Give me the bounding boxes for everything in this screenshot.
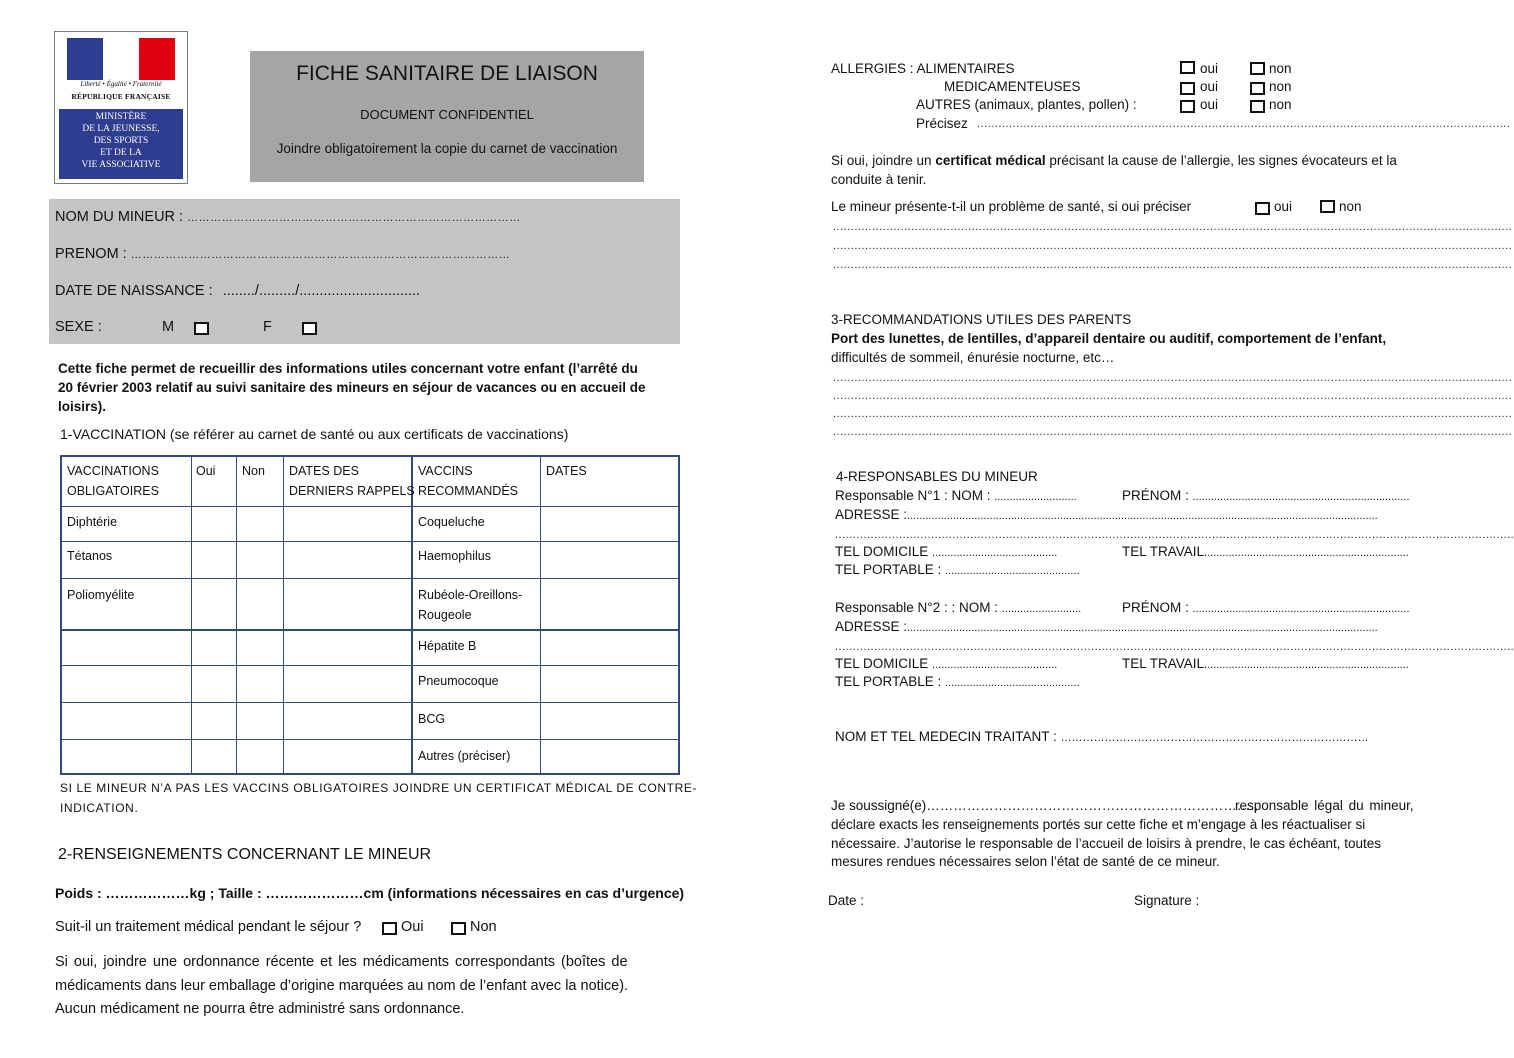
recommandations-dots: ............................................................................................................................................................................................... <box>833 408 1513 420</box>
ordonnance-line-3: Aucun médicament ne pourra être administré sans ordonnance. <box>55 1001 465 1017</box>
section-2-title: 2-RENSEIGNEMENTS CONCERNANT LE MINEUR <box>58 846 432 863</box>
non-label: non <box>1269 79 1292 94</box>
header-oui: Oui <box>196 464 216 478</box>
declaration-line-1b: responsable légal du mineur, <box>1235 798 1414 813</box>
header-non: Non <box>242 464 265 478</box>
declaration-line-3: nécessaire. J’autorise le responsable de l’accueil de loisirs à prendre, le cas échéant, toutes <box>831 836 1382 851</box>
probleme-dots: ............................................................................................................................................................................................... <box>833 259 1513 271</box>
republique-francaise-logo <box>54 31 188 184</box>
probleme-oui-checkbox[interactable] <box>1255 202 1270 215</box>
resp2-adresse-label: ADRESSE :.......................................................................................................................................................... <box>835 619 1378 634</box>
logo-republic: RÉPUBLIQUE FRANÇAISE <box>71 92 171 101</box>
vaccine-warning-1: SI LE MINEUR N’A PAS LES VACCINS OBLIGATOIRES JOINDRE UN CERTIFICAT MÉDICAL DE CONTRE- <box>60 781 698 795</box>
section-4-title: 4-RESPONSABLES DU MINEUR <box>836 469 1038 484</box>
oui-label: oui <box>1200 79 1219 94</box>
non-label: non <box>1269 97 1292 112</box>
birth-date-label: DATE DE NAISSANCE : ......../........./.............................. <box>55 283 421 299</box>
resp2-tel-portable-label: TEL PORTABLE : ............................................ <box>835 674 1080 689</box>
certificat-line-2: conduite à tenir. <box>831 172 927 187</box>
sexe-label: SEXE : <box>55 319 102 335</box>
sexe-f-checkbox[interactable] <box>302 322 317 335</box>
resp2-nom-label: Responsable N°2 : : NOM : .......................... <box>835 600 1082 615</box>
non-label: non <box>1339 199 1362 214</box>
precisez-dots: ...................................................................................................................................................... <box>977 118 1511 130</box>
allergy-med-oui-checkbox[interactable] <box>1180 82 1195 95</box>
allergies-autres-label: AUTRES (animaux, plantes, pollen) : <box>916 97 1137 112</box>
allergy-autres-oui-checkbox[interactable] <box>1180 100 1195 113</box>
resp1-adresse-label: ADRESSE :.......................................................................................................................................................... <box>835 507 1378 522</box>
vaccination-note: Joindre obligatoirement la copie du carnet de vaccination <box>276 141 618 156</box>
intro-line-1: Cette fiche permet de recueillir des informations utiles concernant votre enfant (l’arrêté du <box>58 361 638 376</box>
section-3-title: 3-RECOMMANDATIONS UTILES DES PARENTS <box>831 312 1132 327</box>
allergy-alim-oui-checkbox[interactable] <box>1180 61 1195 74</box>
vaccine-recommended: Hépatite B <box>418 639 477 653</box>
probleme-dots: ............................................................................................................................................................................................... <box>833 221 1513 233</box>
allergies-label: ALLERGIES : ALIMENTAIRES <box>831 61 1015 76</box>
recommandations-dots: ............................................................................................................................................................................................... <box>833 426 1513 438</box>
logo-motto: Liberté • Égalité • Fraternité <box>80 80 162 88</box>
precisez-label: Précisez <box>916 116 968 131</box>
date-label: Date : <box>828 893 865 908</box>
prenom-label: PRENOM : ……………………………………………………………………………………… <box>55 246 511 262</box>
section-3-line-2: difficultés de sommeil, énurésie nocturne, etc… <box>831 350 1115 365</box>
allergy-med-non-checkbox[interactable] <box>1250 82 1265 95</box>
logo-ministry: MINISTÈRE DE LA JEUNESSE, DES SPORTS ET DE LA VIE ASSOCIATIVE <box>59 109 183 179</box>
resp1-tel-travail-label: TEL TRAVAIL................................................................... <box>1122 544 1409 559</box>
resp1-prenom-label: PRÉNOM : ....................................................................... <box>1122 488 1410 503</box>
traitement-non-checkbox[interactable] <box>451 922 466 935</box>
declaration-line-4: mesures rendues nécessaires selon l’état de santé de ce mineur. <box>831 854 1220 869</box>
allergy-autres-non-checkbox[interactable] <box>1250 100 1265 113</box>
flag-marianne-icon <box>67 38 175 80</box>
title-box <box>250 51 644 182</box>
header-recommended: VACCINS RECOMMANDÉS <box>418 464 519 498</box>
vaccine-mandatory: Poliomyélite <box>67 588 135 602</box>
certificat-line-1: Si oui, joindre un certificat médical précisant la cause de l’allergie, les signes évocateurs et la <box>831 153 1397 168</box>
section-3-line-1: Port des lunettes, de lentilles, d’appareil dentaire ou auditif, comportement de l’enfant, <box>831 331 1387 346</box>
vaccine-mandatory: Tétanos <box>67 549 113 563</box>
intro-line-2: 20 février 2003 relatif au suivi sanitaire des mineurs en séjour de vacances ou en accueil de <box>58 380 646 395</box>
oui-label: oui <box>1274 199 1293 214</box>
allergies-med-label: MEDICAMENTEUSES <box>944 79 1081 94</box>
probleme-sante-question: Le mineur présente-t-il un problème de santé, si oui préciser <box>831 199 1192 214</box>
declaration-line-2: déclare exacts les renseignements portés sur cette fiche et m’engage à les réactualiser si <box>831 817 1366 832</box>
identity-box <box>49 199 680 344</box>
oui-label: oui <box>1200 61 1219 76</box>
resp1-adresse-dots: ............................................................................................................................................................................................... <box>835 529 1514 541</box>
intro-line-3: loisirs). <box>58 399 107 414</box>
ordonnance-line-2: médicaments dans leur emballage d’origine marquées au nom de l’enfant avec la notice). <box>55 978 629 994</box>
ordonnance-line-1: Si oui, joindre une ordonnance récente et les médicaments correspondants (boîtes de <box>55 954 628 970</box>
medecin-traitant-label: NOM ET TEL MEDECIN TRAITANT : ………………………………………………………………………… <box>835 729 1369 744</box>
sexe-m-checkbox[interactable] <box>194 322 209 335</box>
vaccine-mandatory: Diphtérie <box>67 515 118 529</box>
vaccine-warning-2: INDICATION. <box>60 801 139 815</box>
resp1-tel-portable-label: TEL PORTABLE : ............................................ <box>835 562 1080 577</box>
resp2-tel-travail-label: TEL TRAVAIL................................................................... <box>1122 656 1409 671</box>
vaccine-recommended: Rubéole-Oreillons- Rougeole <box>418 588 523 622</box>
sexe-m-label: M <box>162 319 175 335</box>
vaccine-recommended: Coqueluche <box>418 515 485 529</box>
resp1-nom-label: Responsable N°1 : NOM : ........................... <box>835 488 1077 503</box>
nom-label: NOM DU MINEUR : …………………………………………………………………………… <box>55 209 521 225</box>
resp1-tel-domicile-label: TEL DOMICILE ......................................... <box>835 544 1058 559</box>
traitement-oui-label: Oui <box>401 919 424 935</box>
signature-label: Signature : <box>1134 893 1200 908</box>
header-dates: DATES <box>546 464 587 478</box>
vaccine-recommended: BCG <box>418 712 446 726</box>
recommandations-dots: ............................................................................................................................................................................................... <box>833 372 1513 384</box>
probleme-non-checkbox[interactable] <box>1320 200 1335 213</box>
declaration-line-1a: Je soussigné(e)………………………………………………………………., <box>831 798 1258 813</box>
resp2-adresse-dots: ............................................................................................................................................................................................... <box>835 641 1514 653</box>
vaccine-recommended: Pneumocoque <box>418 674 499 688</box>
section-vaccination-title: 1-VACCINATION (se référer au carnet de santé ou aux certificats de vaccinations) <box>60 426 569 442</box>
resp2-tel-domicile-label: TEL DOMICILE ......................................... <box>835 656 1058 671</box>
traitement-non-label: Non <box>470 919 497 935</box>
vaccination-table <box>60 455 680 775</box>
probleme-dots: ............................................................................................................................................................................................... <box>833 240 1513 252</box>
non-label: non <box>1269 61 1292 76</box>
sexe-f-label: F <box>263 319 272 335</box>
document-subtitle: DOCUMENT CONFIDENTIEL <box>360 107 534 122</box>
resp2-prenom-label: PRÉNOM : ....................................................................... <box>1122 600 1410 615</box>
header-dates-rappels: DATES DES DERNIERS RAPPELS <box>289 464 415 498</box>
poids-taille: Poids : ………………kg ; Taille : …………………cm (informations nécessaires en cas d’urgence) <box>55 885 685 901</box>
vaccine-recommended: Autres (préciser) <box>418 749 511 763</box>
oui-label: oui <box>1200 97 1219 112</box>
allergy-alim-non-checkbox[interactable] <box>1250 62 1265 75</box>
page-title: FICHE SANITAIRE DE LIAISON <box>296 62 598 85</box>
traitement-question: Suit-il un traitement médical pendant le séjour ? <box>55 919 362 935</box>
recommandations-dots: ............................................................................................................................................................................................... <box>833 390 1513 402</box>
header-mandatory: VACCINATIONS OBLIGATOIRES <box>67 464 159 498</box>
traitement-oui-checkbox[interactable] <box>382 922 397 935</box>
vaccine-recommended: Haemophilus <box>418 549 491 563</box>
